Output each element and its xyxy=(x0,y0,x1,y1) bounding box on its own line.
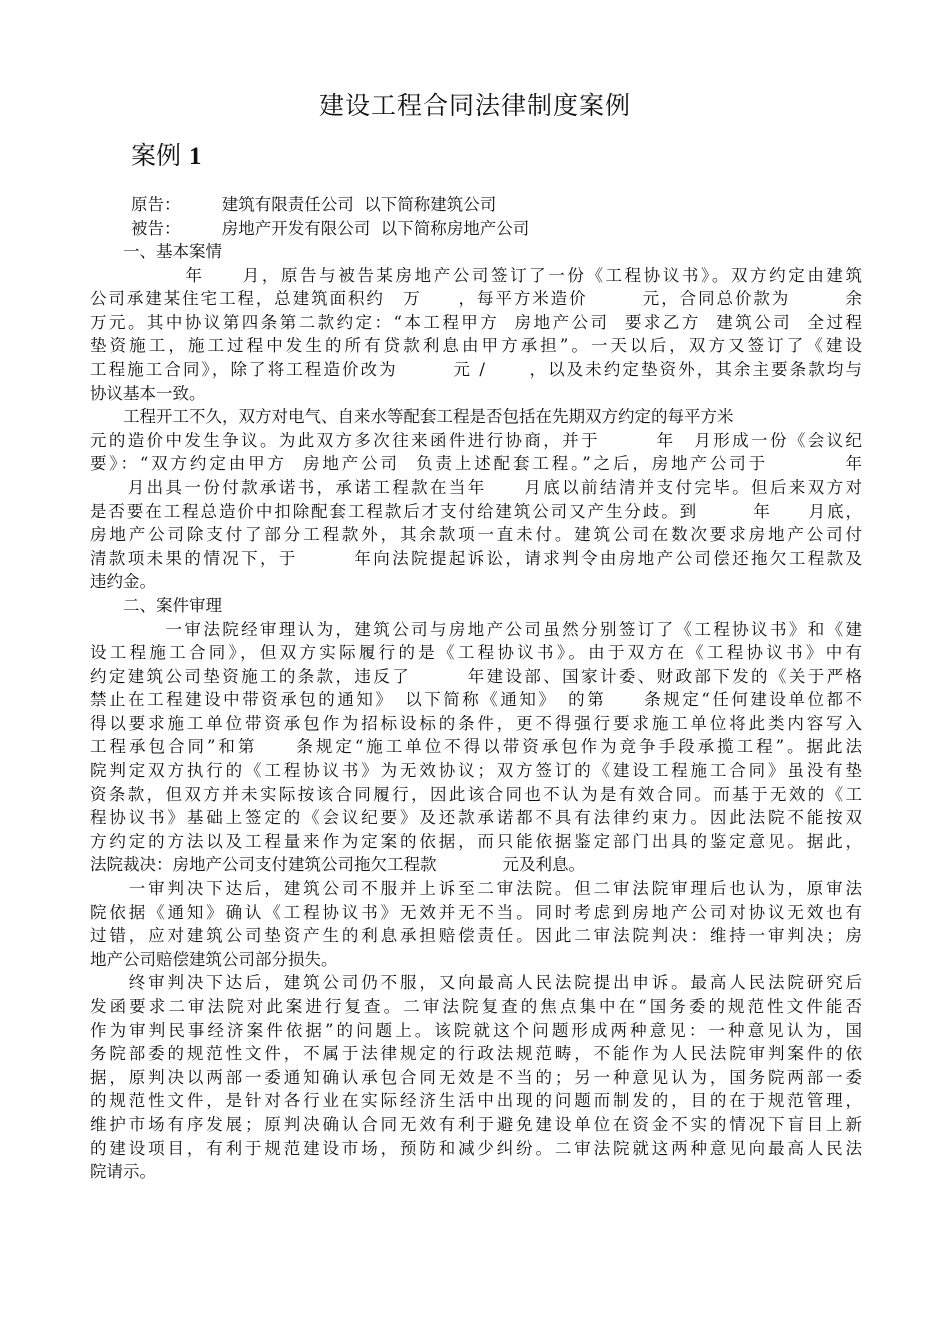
text-line: 一审判决下达后，建筑公司不服并上诉至二审法院。但二审法院审理后也认为，原审法 xyxy=(90,879,862,899)
text-line: 院请示。 xyxy=(90,1162,156,1182)
defendant-line: 被告： 房地产开发有限公司 以下简称房地产公司 xyxy=(131,219,530,238)
paragraph-trial-1 xyxy=(90,618,862,878)
text-line: 过错，应对建筑公司垫资产生的利息承担赔偿责任。因此二审法院判决：维持一审判决；房 xyxy=(90,926,862,946)
text-line: 年 月，原告与被告某房地产公司签订了一份《工程协议书》。双方约定由建筑 xyxy=(90,265,862,285)
paragraph-facts-2 xyxy=(90,405,862,594)
text-line: 院依据《通知》确认《工程协议书》无效并无不当。同时考虑到房地产公司对协议无效也有 xyxy=(90,902,862,922)
text-line: 院判定双方执行的《工程协议书》为无效协议；双方签订的《建设工程施工合同》虽没有垫 xyxy=(90,761,862,781)
text-line: 万元。其中协议第四条第二款约定：“本工程甲方 房地产公司 要求乙方 建筑公司 全过程 xyxy=(90,312,862,332)
text-line: 工程施工合同》，除了将工程造价改为 元 / ，以及未约定垫资外，其余主要条款均与 xyxy=(90,359,862,379)
paragraph-trial-2 xyxy=(90,877,862,971)
section-heading-trial: 二、案件审理 xyxy=(90,595,222,615)
text-line: 协议基本一致。 xyxy=(90,383,206,403)
text-line: 公司承建某住宅工程，总建筑面积约 万 ，每平方米造价 元，合同总价款为 余 xyxy=(90,289,862,309)
text-line: 得以要求施工单位带资承包作为招标设标的条件，更不得强行要求施工单位将此类内容写入 xyxy=(90,713,862,733)
text-line: 的建设项目，有利于规范建设市场，预防和减少纠纷。二审法院就这两种意见向最高人民法 xyxy=(90,1138,862,1158)
text-line: 清款项未果的情况下，于 年向法院提起诉讼，请求判令由房地产公司偿还拖欠工程款及 xyxy=(90,548,862,568)
text-line: 是否要在工程总造价中扣除配套工程款后才支付给建筑公司又产生分歧。到 年 月底， xyxy=(90,501,862,521)
text-line: 元的造价中发生争议。为此双方多次往来函件进行协商，并于 年 月形成一份《会议纪 xyxy=(90,430,862,450)
text-line: 地产公司赔偿建筑公司部分损失。 xyxy=(90,949,338,969)
text-line: 要》：“双方约定由甲方 房地产公司 负责上述配套工程。”之后，房地产公司于 年 xyxy=(90,454,862,474)
case-label: 案例 xyxy=(131,141,182,170)
text-line: 务院部委的规范性文件，不属于法律规定的行政法规范畴，不能作为人民法院审判案件的依 xyxy=(90,1044,862,1064)
text-line: 维护市场有序发展；原判决确认合同无效有利于避免建设单位在资金不实的情况下盲目上新 xyxy=(90,1114,862,1134)
text-line: 设工程施工合同》，但双方实际履行的是《工程协议书》。由于双方在《工程协议书》中有 xyxy=(90,643,862,663)
text-line: 法院裁决：房地产公司支付建筑公司拖欠工程款 元及利息。 xyxy=(90,855,585,875)
text-line: 据，原判决以两部一委通知确认承包合同无效是不当的；另一种意见认为，国务院两部一委 xyxy=(90,1067,862,1087)
section-heading-basic-facts: 一、基本案情 xyxy=(90,242,222,261)
text-line: 约定建筑公司垫资施工的条款，违反了 年建设部、国家计委、财政部下发的《关于严格 xyxy=(90,666,862,686)
plaintiff-line: 原告： 建筑有限责任公司 以下简称建筑公司 xyxy=(131,195,497,214)
text-line: 月出具一份付款承诺书，承诺工程款在当年 月底以前结清并支付完毕。但后来双方对 xyxy=(90,477,862,497)
paragraph-facts-1 xyxy=(90,264,862,406)
text-line: 工程开工不久，双方对电气、自来水等配套工程是否包括在先期双方约定的每平方米 xyxy=(90,407,767,427)
document-title: 建设工程合同法律制度案例 xyxy=(318,91,631,120)
text-line: 一审法院经审理认为，建筑公司与房地产公司虽然分别签订了《工程协议书》和《建 xyxy=(90,619,862,639)
text-line: 工程承包合同”和第 条规定“施工单位不得以带资承包作为竞争手段承揽工程”。据此法 xyxy=(90,737,862,757)
text-line: 禁止在工程建设中带资承包的通知》 以下简称《通知》 的第 条规定“任何建设单位都不 xyxy=(90,690,862,710)
text-line: 程协议书》基础上签定的《会议纪要》及还款承诺都不具有法律约束力。因此法院不能按双 xyxy=(90,808,862,828)
text-line: 垫资施工，施工过程中发生的所有贷款利息由甲方承担”。一天以后，双方又签订了《建设 xyxy=(90,336,862,356)
case-number: 1 xyxy=(188,143,202,170)
text-line: 房地产公司除支付了部分工程款外，其余款项一直未付。建筑公司在数次要求房地产公司付 xyxy=(90,525,862,545)
text-line: 终审判决下达后，建筑公司仍不服，又向最高人民法院提出申诉。最高人民法院研究后 xyxy=(90,973,862,993)
paragraph-trial-3 xyxy=(90,971,862,1183)
text-line: 资条款，但双方并未实际按该合同履行，因此该合同也不认为是有效合同。而基于无效的《工 xyxy=(90,784,862,804)
document-body xyxy=(90,240,862,1184)
text-line: 作为审判民事经济案件依据”的问题上。该院就这个问题形成两种意见：一种意见认为，国 xyxy=(90,1020,862,1040)
case-heading xyxy=(131,136,201,172)
text-line: 的规范性文件，是针对各行业在实际经济生活中出现的问题而制发的，目的在于规范管理， xyxy=(90,1091,862,1111)
text-line: 违约金。 xyxy=(90,572,156,592)
text-line: 发函要求二审法院对此案进行复查。二审法院复查的焦点集中在“国务委的规范性文件能否 xyxy=(90,997,862,1016)
text-line: 方约定的方法以及工程量来作为定案的依据，而只能依据鉴定部门出具的鉴定意见。据此， xyxy=(90,831,862,851)
